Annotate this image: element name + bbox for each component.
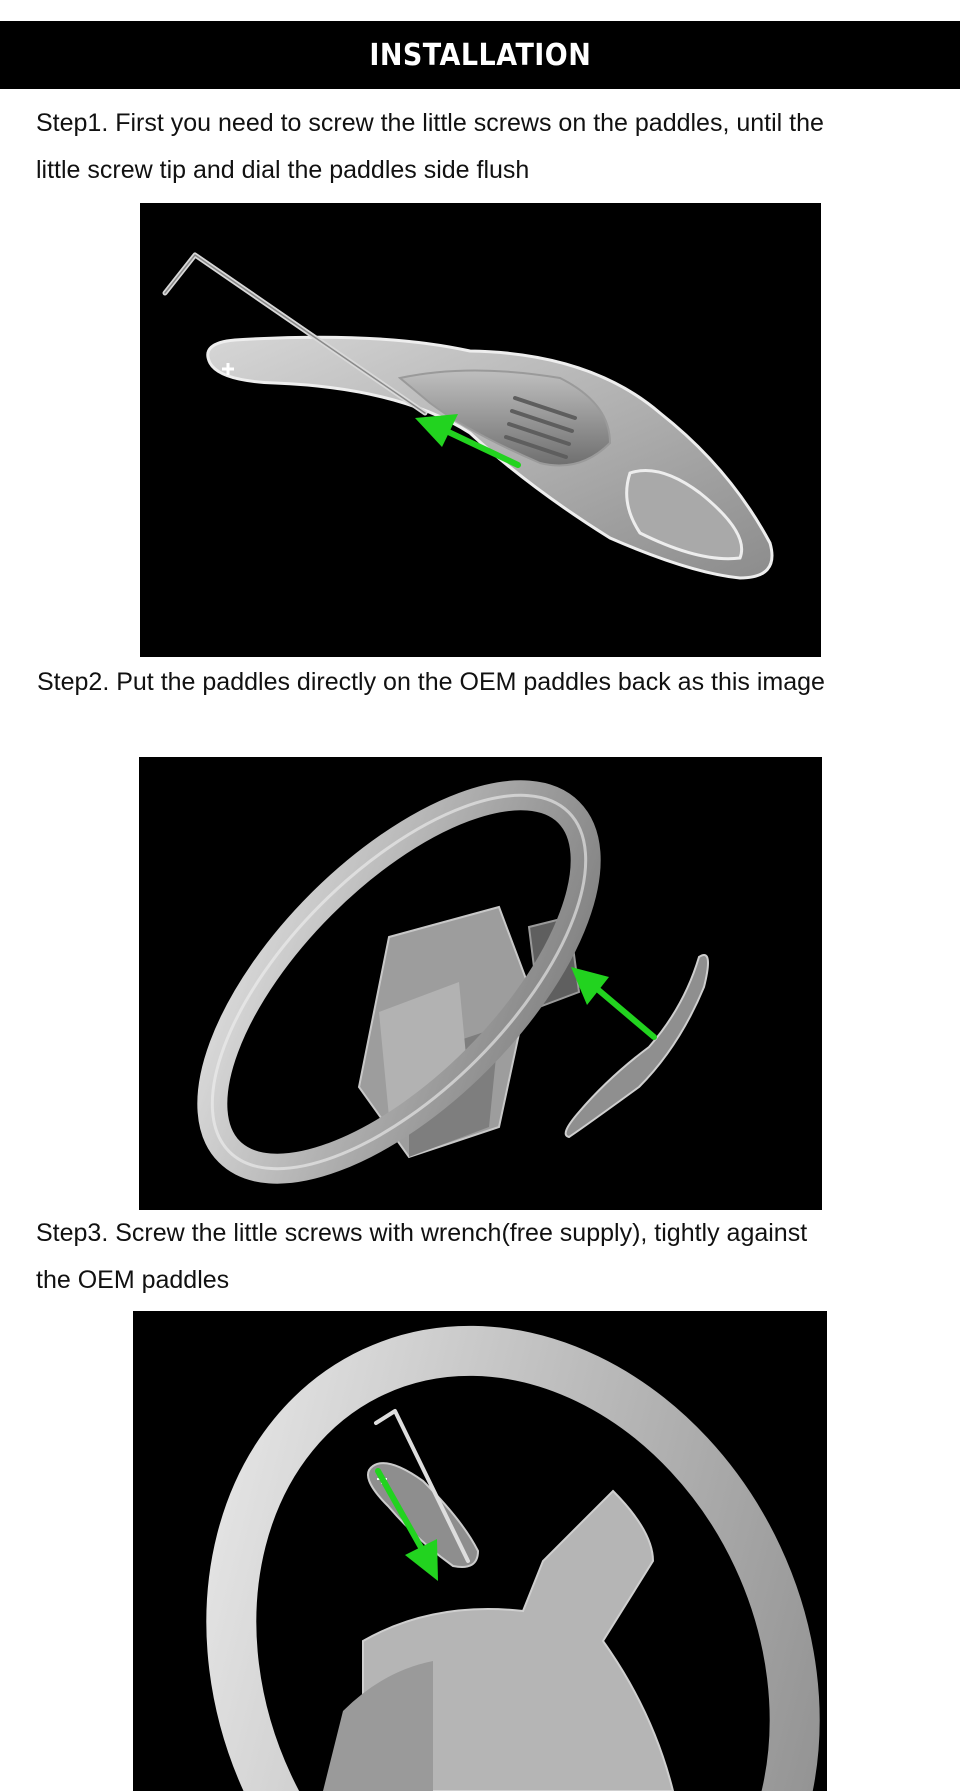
steering-wheel-tighten-screw-icon <box>133 1311 827 1791</box>
step-1-text: Step1. First you need to screw the little screws on the paddles, until the little screw tip and dial the paddles side flush <box>36 109 824 184</box>
step-2-text: Step2. Put the paddles directly on the OEM paddles back as this image <box>37 668 825 696</box>
step-2-image <box>139 757 822 1210</box>
page-title: INSTALLATION <box>369 37 591 73</box>
header-bar <box>0 21 960 89</box>
step-3-text: Step3. Screw the little screws with wrench(free supply), tightly against the OEM paddles <box>36 1219 808 1294</box>
step-1-image <box>140 203 821 657</box>
paddle-with-allen-key-icon <box>140 203 821 657</box>
steering-wheel-paddle-fit-icon <box>139 757 822 1210</box>
step-3-image <box>133 1311 827 1791</box>
